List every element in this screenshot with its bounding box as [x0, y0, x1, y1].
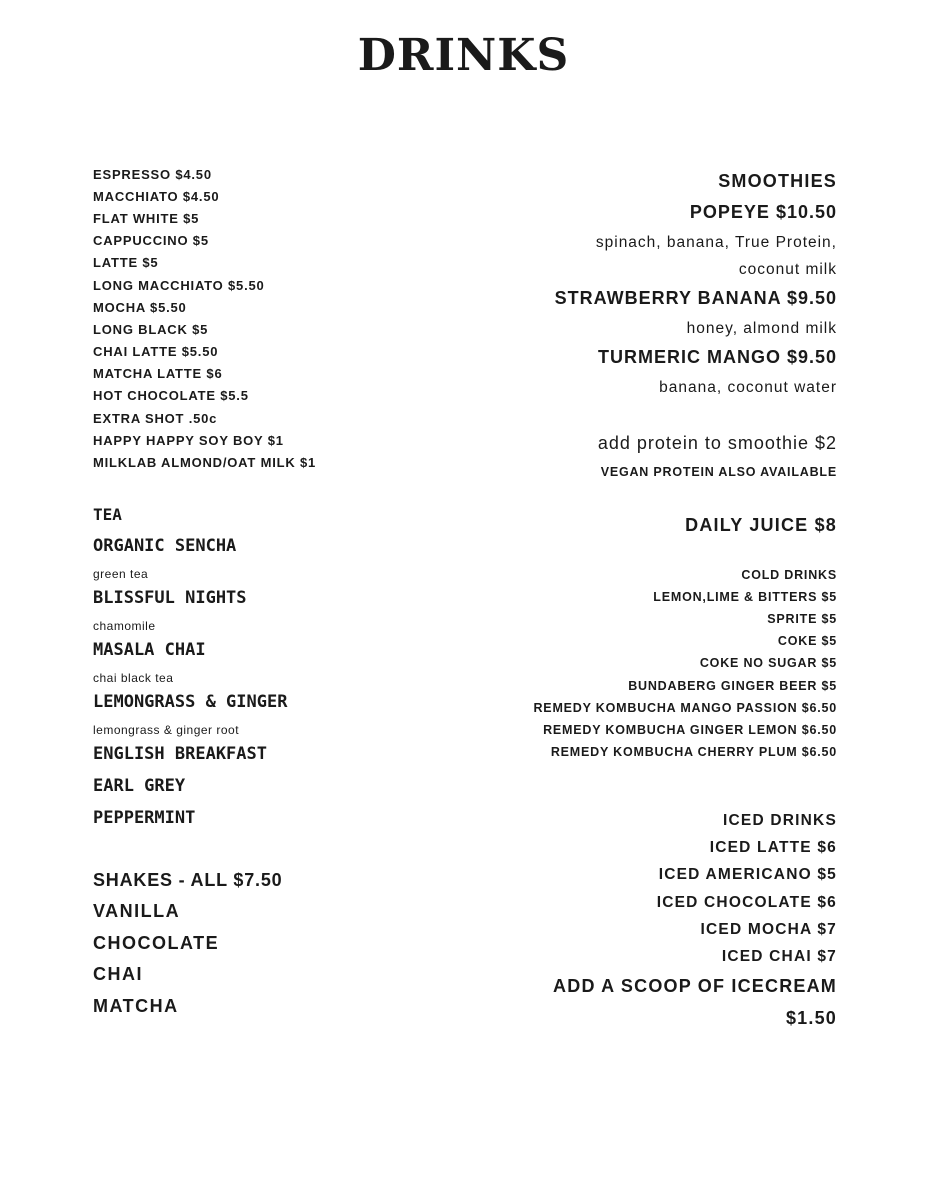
page-title: DRINKS — [357, 30, 570, 81]
vegan-protein-note: VEGAN PROTEIN ALSO AVAILABLE — [600, 465, 837, 479]
smoothie-desc: coconut milk — [738, 261, 837, 278]
smoothie-name: POPEYE $10.50 — [689, 202, 837, 222]
coffee-item: LATTE $5 — [93, 255, 159, 270]
iced-drink-item: ICED MOCHA $7 — [700, 921, 837, 938]
tea-item-name: ORGANIC SENCHA — [93, 536, 237, 556]
iced-drink-item: ICED LATTE $6 — [709, 839, 837, 856]
smoothie-name: TURMERIC MANGO $9.50 — [597, 347, 837, 367]
tea-item-desc: green tea — [93, 567, 149, 581]
cold-drink-item: COKE $5 — [777, 634, 837, 648]
iced-drinks-heading: ICED DRINKS — [723, 812, 837, 829]
coffee-item: MATCHA LATTE $6 — [93, 366, 223, 381]
coffee-item: HOT CHOCOLATE $5.5 — [93, 388, 249, 403]
tea-item-name: PEPPERMINT — [93, 808, 196, 828]
tea-item-name: LEMONGRASS & GINGER — [93, 692, 288, 712]
smoothies-heading: SMOOTHIES — [718, 171, 837, 191]
cold-drink-item: LEMON,LIME & BITTERS $5 — [653, 590, 837, 604]
coffee-item: FLAT WHITE $5 — [93, 211, 200, 226]
tea-item-name: ENGLISH BREAKFAST — [93, 744, 267, 764]
tea-item-name: BLISSFUL NIGHTS — [93, 588, 247, 608]
coffee-item: EXTRA SHOT .50c — [93, 411, 218, 426]
smoothie-desc: honey, almond milk — [686, 320, 837, 337]
iced-drink-item: ICED CHOCOLATE $6 — [656, 894, 837, 911]
coffee-item: MOCHA $5.50 — [93, 300, 187, 315]
cold-drink-item: REMEDY KOMBUCHA MANGO PASSION $6.50 — [533, 701, 837, 715]
coffee-item: LONG BLACK $5 — [93, 322, 209, 337]
tea-heading: TEA — [93, 505, 122, 524]
shakes-heading: SHAKES - ALL $7.50 — [93, 870, 283, 890]
coffee-item: CHAI LATTE $5.50 — [93, 344, 219, 359]
tea-item-name: EARL GREY — [93, 776, 186, 796]
daily-juice: DAILY JUICE $8 — [685, 515, 837, 535]
cold-drinks-heading: COLD DRINKS — [741, 568, 837, 582]
shake-item: CHAI — [93, 964, 143, 984]
coffee-item: MACCHIATO $4.50 — [93, 189, 220, 204]
shake-item: CHOCOLATE — [93, 933, 220, 953]
tea-item-name: MASALA CHAI — [93, 640, 206, 660]
smoothie-desc: banana, coconut water — [659, 379, 837, 396]
tea-item-desc: lemongrass & ginger root — [93, 723, 240, 737]
cold-drink-item: REMEDY KOMBUCHA GINGER LEMON $6.50 — [543, 723, 837, 737]
coffee-item: MILKLAB ALMOND/OAT MILK $1 — [93, 455, 317, 470]
cold-drink-item: BUNDABERG GINGER BEER $5 — [628, 679, 837, 693]
coffee-item: CAPPUCCINO $5 — [93, 233, 209, 248]
smoothie-name: STRAWBERRY BANANA $9.50 — [554, 288, 837, 308]
cold-drink-item: COKE NO SUGAR $5 — [699, 656, 837, 670]
tea-item-desc: chamomile — [93, 619, 156, 633]
cold-drink-item: SPRITE $5 — [767, 612, 837, 626]
iced-drink-item: ICED CHAI $7 — [721, 948, 837, 965]
add-protein-note: add protein to smoothie $2 — [597, 433, 837, 453]
coffee-item: LONG MACCHIATO $5.50 — [93, 278, 265, 293]
shake-item: VANILLA — [93, 901, 181, 921]
coffee-item: ESPRESSO $4.50 — [93, 167, 212, 182]
coffee-item: HAPPY HAPPY SOY BOY $1 — [93, 433, 284, 448]
iced-drink-item: ICED AMERICANO $5 — [658, 866, 837, 883]
smoothie-desc: spinach, banana, True Protein, — [595, 234, 837, 251]
tea-item-desc: chai black tea — [93, 671, 174, 685]
icecream-scoop-price: $1.50 — [785, 1008, 837, 1028]
shake-item: MATCHA — [93, 996, 179, 1016]
cold-drink-item: REMEDY KOMBUCHA CHERRY PLUM $6.50 — [550, 745, 837, 759]
icecream-scoop-note: ADD A SCOOP OF ICECREAM — [553, 976, 837, 996]
